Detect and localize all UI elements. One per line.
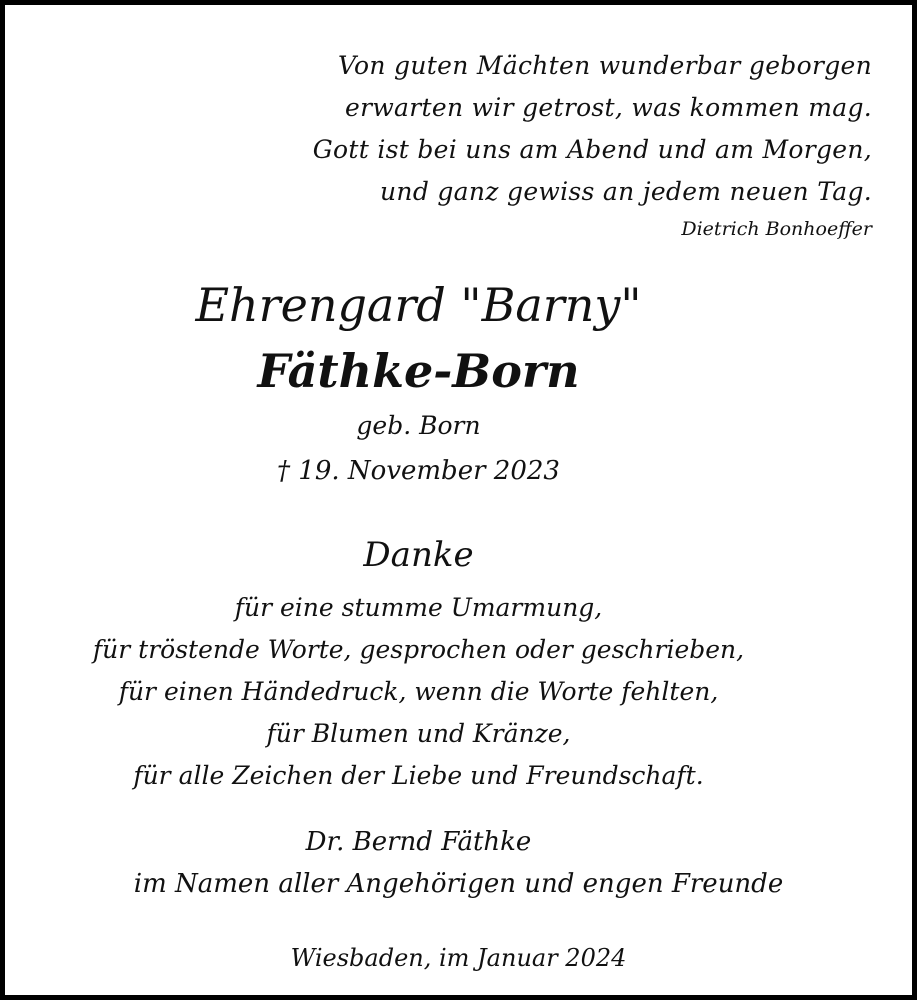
poem-line-1: Von guten Mächten wunderbar geborgen [337,51,872,80]
poem-line-4: und ganz gewiss an jedem neuen Tag. [380,177,872,206]
poem-author: Dietrich Bonhoeffer [681,218,872,240]
place-and-date: Wiesbaden, im Januar 2024 [290,944,627,972]
thanks-line-2: für tröstende Worte, gesprochen oder geschrieben, [92,635,745,664]
death-date: † 19. November 2023 [277,456,560,486]
birth-name: geb. Born [356,411,481,440]
deceased-name-line-1: Ehrengard "Barny" [195,278,642,332]
signer-name: Dr. Bernd Fäthke [305,827,532,857]
signer-on-behalf: im Namen aller Angehörigen und engen Freunde [133,869,784,899]
thanks-list [0,587,872,797]
deceased-name-line-2: Fäthke-Born [257,344,580,398]
thanks-line-5: für alle Zeichen der Liebe und Freundschaft. [133,761,704,790]
poem-line-2: erwarten wir getrost, was kommen mag. [345,93,872,122]
thanks-line-3: für einen Händedruck, wenn die Worte fehlten, [118,677,719,706]
poem-line-3: Gott ist bei uns am Abend und am Morgen, [312,135,872,164]
poem-quote [313,45,872,213]
thanks-heading: Danke [363,535,474,575]
thanks-line-1: für eine stumme Umarmung, [234,593,603,622]
thanks-line-4: für Blumen und Kränze, [266,719,571,748]
